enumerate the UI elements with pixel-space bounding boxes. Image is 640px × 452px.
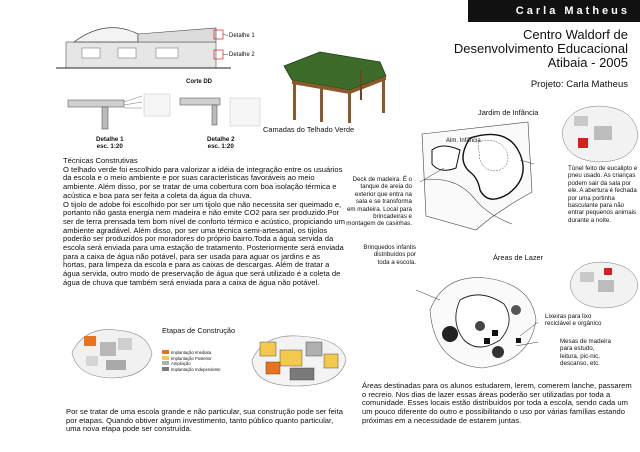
site-plan-1-block-5: [86, 356, 98, 366]
detail2-roof-layers: [180, 98, 220, 105]
detail1-notes: [144, 94, 170, 116]
legend-swatch-expansion: [162, 361, 169, 365]
detail1-scale-label: [96, 136, 124, 151]
tunnel-annotation: Túnel feito de eucalipto e pneu usado. As crianças podem sair da sala por ele. A abertura é fechada por uma portinha basculante para não entrar pequenos animais durante a noite.: [568, 165, 638, 224]
key-map-1-block-a: [574, 116, 588, 126]
phase-block-6: [266, 362, 280, 374]
key-map-2-marker: [604, 268, 612, 275]
legend-label-immediate: Implantação Imediata: [171, 350, 212, 355]
legend-label-later: Implantação Posterior: [171, 355, 212, 361]
toys-annotation: Brinquedos infantis distribuídos por toda a escola.: [363, 244, 416, 266]
key-map-2-block-a: [580, 272, 594, 282]
section-window-1: [82, 48, 100, 58]
leisure-heading: Áreas de Lazer: [493, 253, 544, 262]
tree-1: [442, 326, 458, 342]
detail1-name: Detalhe 1: [96, 136, 124, 143]
phase-block-2: [280, 350, 302, 366]
detail2-notes: [230, 98, 260, 126]
site-plan-1-block-3: [118, 338, 132, 350]
legend-swatch-independent: [162, 367, 169, 371]
leisure-text: Áreas destinadas para os alunos estudarem, lerem, comerem lanche, passarem o recreio. Nos dias de lazer essas áreas poderão ser utilizadas por toda a comunidade. Esses locais estão distribuídos por toda a escola, sendo cada um um pouco diferente do outro e possibilitando o uso por várias famílias estando próximas em a necessidade de estarem juntas.: [362, 381, 632, 425]
section-roof-curve: [74, 28, 138, 42]
techniques-paragraph-1: O telhado verde foi escolhido para valorizar a idéia de integração entre os usuários da escola e o meio ambiente e por suas características favoráveis ao meio ambiente. Além disso, por se tratar de uma cobertura com boa isolação térmica e acústica e boa para ser feita a coleta da água da chuva.: [63, 164, 343, 200]
phase-block-4: [290, 368, 314, 380]
roof-post-3: [348, 93, 351, 123]
detail1-leader-b: [124, 102, 142, 105]
site-plan-1-block-1: [84, 336, 96, 346]
section-leader-2: [223, 54, 228, 55]
section-roof-right: [138, 28, 216, 42]
phase-legend: [162, 350, 221, 372]
bins-annotation: Lixeiras para lixo reciclável e orgânico: [545, 313, 602, 328]
section-title: Corte DD: [186, 79, 213, 85]
construction-heading: Etapas de Construção: [162, 326, 236, 335]
tree-2: [492, 346, 504, 358]
roof-post-1: [293, 84, 296, 120]
detail2-beam: [212, 105, 217, 125]
section-window-3: [156, 48, 178, 58]
tree-4: [511, 305, 521, 315]
detail1-roof-layers: [68, 100, 124, 107]
roof-post-2: [320, 88, 323, 122]
title-line-1: Centro Waldorf de: [522, 27, 628, 42]
section-leader-1: [223, 34, 228, 36]
roof-post-4: [382, 79, 385, 113]
section-drawing-corte: [66, 10, 266, 88]
green-roof-model: [280, 46, 390, 126]
phase-block-1: [260, 342, 276, 356]
kindergarten-heading: Jardim de Infância: [478, 108, 539, 117]
page-title: [454, 28, 628, 70]
construction-text: Por se tratar de uma escola grande e não particular, sua construção pode ser feita por etapas. Quando obtiver algum investimento, tanto público quanto particular, uma nova etapa pode ser construída.: [66, 407, 343, 434]
kindergarten-plan-label: Alm. Infância: [446, 138, 481, 144]
phase-block-3: [306, 342, 322, 356]
leisure-key-map: [566, 258, 640, 310]
detail1-leader-a: [124, 96, 142, 102]
section-window-2: [118, 48, 136, 58]
detail1-wall: [102, 107, 108, 129]
deck-annotation: Deck de madeira. É o tanque de areia do exterior que entra na sala e se transforma em madeira. Local para brincadeiras e montagem de casinhas.: [346, 176, 412, 228]
leisure-plan: [420, 270, 540, 374]
toys-leader: [416, 290, 440, 300]
detail2-scale: esc. 1:20: [207, 143, 234, 151]
site-plan-existing: [66, 322, 158, 382]
legend-label-expansion: Ampliação: [171, 361, 191, 367]
detail1-scale: esc. 1:20: [96, 143, 123, 151]
legend-swatch-later: [162, 356, 169, 360]
site-plan-1-block-2: [100, 342, 116, 356]
detail2-name: Detalhe 2: [207, 136, 235, 143]
key-map-2-block-b: [598, 280, 614, 292]
legend-label-independent: Implantação Independente: [171, 366, 221, 372]
site-plan-phases: [246, 330, 352, 390]
techniques-block: [63, 157, 345, 288]
tree-3: [475, 321, 485, 331]
leisure-building: [456, 295, 509, 347]
phase-legend-item: [162, 367, 221, 373]
site-plan-1-block-4: [106, 360, 126, 370]
green-roof-caption: Camadas do Telhado Verde: [263, 125, 355, 134]
kindergarten-key-map: [558, 102, 640, 166]
detail-drawings: [62, 92, 262, 136]
bin-3: [516, 338, 521, 343]
bin-2: [492, 330, 498, 336]
key-map-1-block-b: [594, 126, 612, 140]
detail1-tag: Detalhe 1: [229, 33, 255, 39]
detail2-tag: Detalhe 2: [229, 52, 255, 58]
kindergarten-wing: [432, 146, 460, 170]
techniques-paragraph-2: O tijolo de adobe foi escolhido por ser um tijolo que não necessita ser queimado e, portanto não gasta energia nem madeira e não emite CO2 para ser produzido.Por ser de terra prensada tem bom nível de conforto térmico e acústico, propiciando um ambiente agradável. Além disso, por ser uma técnica semi-artesanal, os tijolos poderão ser produzidos por moradores do próprio bairro.Toda a água servida da escola será enviada para uma estação de tratamento. Posteriormente será enviada para a caixa de água não potável, para ser usada para aguar os jardins e as hortas, para limpeza da escola e para as caixas de descargas. Além de tratar a água servida, outro modo de preservação de água que será utilizado é a coleta de água de chuva que também será enviada para a caixa de água não potável.: [63, 199, 345, 287]
author-banner: Carla Matheus: [468, 0, 640, 22]
title-line-3: Atibaia - 2005: [547, 55, 628, 70]
key-map-1-marker: [578, 138, 588, 148]
roof-post-5: [360, 70, 362, 100]
detail2-scale-label: [207, 136, 235, 151]
project-credit: Projeto: Carla Matheus: [530, 79, 628, 90]
techniques-heading: Técnicas Construtivas: [63, 156, 138, 165]
title-line-2: Desenvolvimento Educacional: [453, 41, 628, 56]
bin-1: [484, 338, 490, 344]
phase-block-5: [324, 354, 338, 368]
legend-swatch-immediate: [162, 350, 169, 354]
tables-annotation: Mesas de madeira para estudo, leitura, pic-nic, descanso, etc.: [560, 338, 611, 368]
